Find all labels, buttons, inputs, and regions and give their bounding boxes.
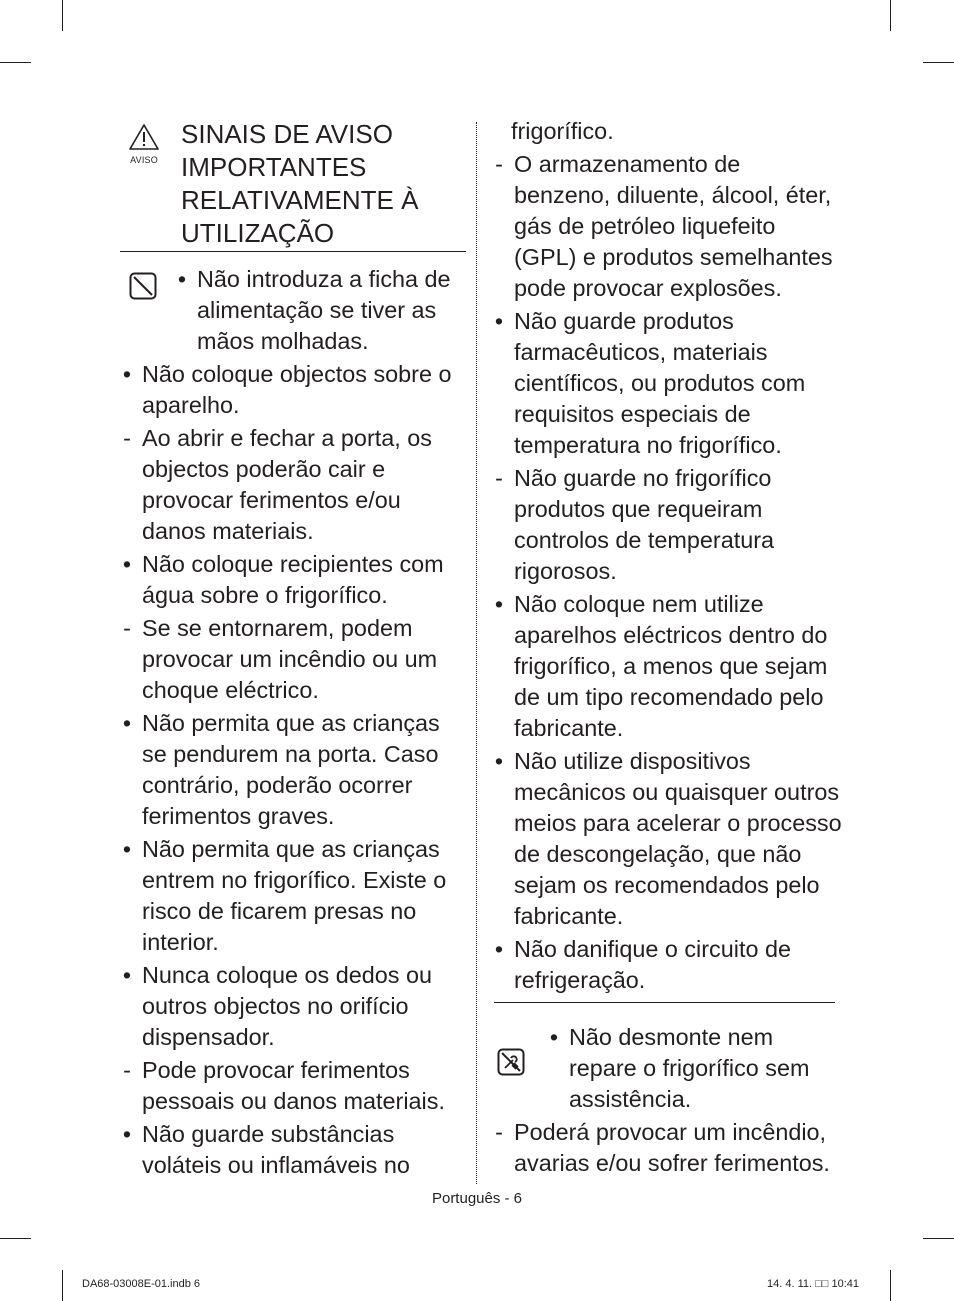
list-marker: • <box>494 748 504 774</box>
section-rule <box>494 1002 835 1003</box>
crop-mark <box>890 0 891 31</box>
list-item-text: Não introduza a ficha de alimentação se tiver as mãos molhadas. <box>197 266 451 354</box>
list-marker: - <box>123 425 131 451</box>
sub-list-item <box>115 423 470 547</box>
list-item-text: Não guarde produtos farmacêuticos, materiais científicos, ou produtos com requisitos especiais de temperatura no frigorífico. <box>514 308 806 458</box>
list-item <box>487 589 842 744</box>
sub-list-item <box>115 1055 470 1117</box>
list-item-text: Não coloque nem utilize aparelhos eléctricos dentro do frigorífico, a menos que sejam de um tipo recomendado pelo fabricante. <box>514 591 828 741</box>
list-item <box>115 264 470 357</box>
crop-mark <box>62 1270 63 1301</box>
no-disassembly-icon <box>497 1048 525 1076</box>
list-item-text: Pode provocar ferimentos pessoais ou danos materiais. <box>142 1057 445 1114</box>
list-marker: • <box>122 710 132 736</box>
list-item <box>487 116 842 147</box>
list-item-text: Poderá provocar um incêndio, avarias e/ou sofrer ferimentos. <box>514 1119 830 1176</box>
left-column <box>115 264 470 1183</box>
list-item-text: Não permita que as crianças se pendurem na porta. Caso contrário, poderão ocorrer ferimentos graves. <box>142 710 440 829</box>
crop-mark <box>62 0 63 31</box>
sub-list-item <box>115 613 470 706</box>
list-marker: - <box>495 1119 503 1145</box>
list-item-text: Não desmonte nem repare o frigorífico sem assistência. <box>569 1024 810 1112</box>
crop-mark <box>890 1270 891 1301</box>
list-item <box>115 834 470 958</box>
list-item <box>115 960 470 1053</box>
list-item <box>115 1119 470 1181</box>
sub-list-item <box>487 149 842 304</box>
list-marker: • <box>494 308 504 334</box>
list-marker: • <box>177 266 187 292</box>
column-divider <box>476 122 477 1184</box>
list-item-text: Não guarde no frigorífico produtos que requeiram controlos de temperatura rigorosos. <box>514 465 775 584</box>
list-marker: - <box>495 151 503 177</box>
list-marker: - <box>495 465 503 491</box>
list-item-text: Não guarde substâncias voláteis ou inflamáveis no <box>142 1121 410 1178</box>
list-item-text: Nunca coloque os dedos ou outros objectos no orifício dispensador. <box>142 962 432 1050</box>
crop-mark <box>923 1238 954 1239</box>
list-marker: • <box>122 1121 132 1147</box>
list-marker: • <box>122 551 132 577</box>
list-item-text: Se se entornarem, podem provocar um incêndio ou um choque eléctrico. <box>142 615 438 703</box>
list-marker: - <box>123 1057 131 1083</box>
crop-mark <box>923 62 954 63</box>
list-item <box>487 1022 842 1115</box>
sub-list-item <box>487 1117 842 1179</box>
list-marker: • <box>122 836 132 862</box>
list-item-text: Não danifique o circuito de refrigeração. <box>514 936 791 993</box>
list-marker: • <box>122 361 132 387</box>
list-item <box>487 306 842 461</box>
warning-icon <box>128 122 160 165</box>
list-item-text: Não coloque recipientes com água sobre o frigorífico. <box>142 551 444 608</box>
list-item-text: Não utilize dispositivos mecânicos ou quaisquer outros meios para acelerar o processo de descongelação, que não sejam os recomendados pelo fabricante. <box>514 748 842 929</box>
list-item-text: frigorífico. <box>511 118 614 144</box>
list-item <box>115 549 470 611</box>
list-item <box>115 708 470 832</box>
list-marker: • <box>494 591 504 617</box>
list-item <box>487 746 842 932</box>
section-heading <box>120 118 466 250</box>
list-marker: - <box>123 615 131 641</box>
file-info: DA68-03008E-01.indb 6 <box>82 1278 201 1290</box>
list-item-text: O armazenamento de benzeno, diluente, álcool, éter, gás de petróleo liquefeito (GPL) e produtos semelhantes pode provocar explosões. <box>514 151 833 301</box>
crop-mark <box>0 62 31 63</box>
sub-list-item <box>487 463 842 587</box>
right-column-lower <box>487 1022 842 1181</box>
list-marker: • <box>494 936 504 962</box>
heading-rule <box>120 251 466 252</box>
no-wet-hands-icon <box>129 272 157 300</box>
list-item <box>115 359 470 421</box>
list-marker: • <box>122 962 132 988</box>
list-item-text: Ao abrir e fechar a porta, os objectos poderão cair e provocar ferimentos e/ou danos materiais. <box>142 425 432 544</box>
right-column <box>487 116 842 998</box>
print-date: 14. 4. 11. □□ 10:41 <box>767 1278 859 1290</box>
page-title: SINAIS DE AVISO IMPORTANTES RELATIVAMENTE À UTILIZAÇÃO <box>181 119 419 248</box>
list-item-text: Não permita que as crianças entrem no frigorífico. Existe o risco de ficarem presas no interior. <box>142 836 447 955</box>
list-item-text: Não coloque objectos sobre o aparelho. <box>142 361 452 418</box>
warning-icon-label: AVISO <box>130 155 158 165</box>
crop-mark <box>0 1238 31 1239</box>
list-marker: • <box>549 1024 559 1050</box>
list-item <box>487 934 842 996</box>
page-number: Português - 6 <box>431 1190 523 1207</box>
